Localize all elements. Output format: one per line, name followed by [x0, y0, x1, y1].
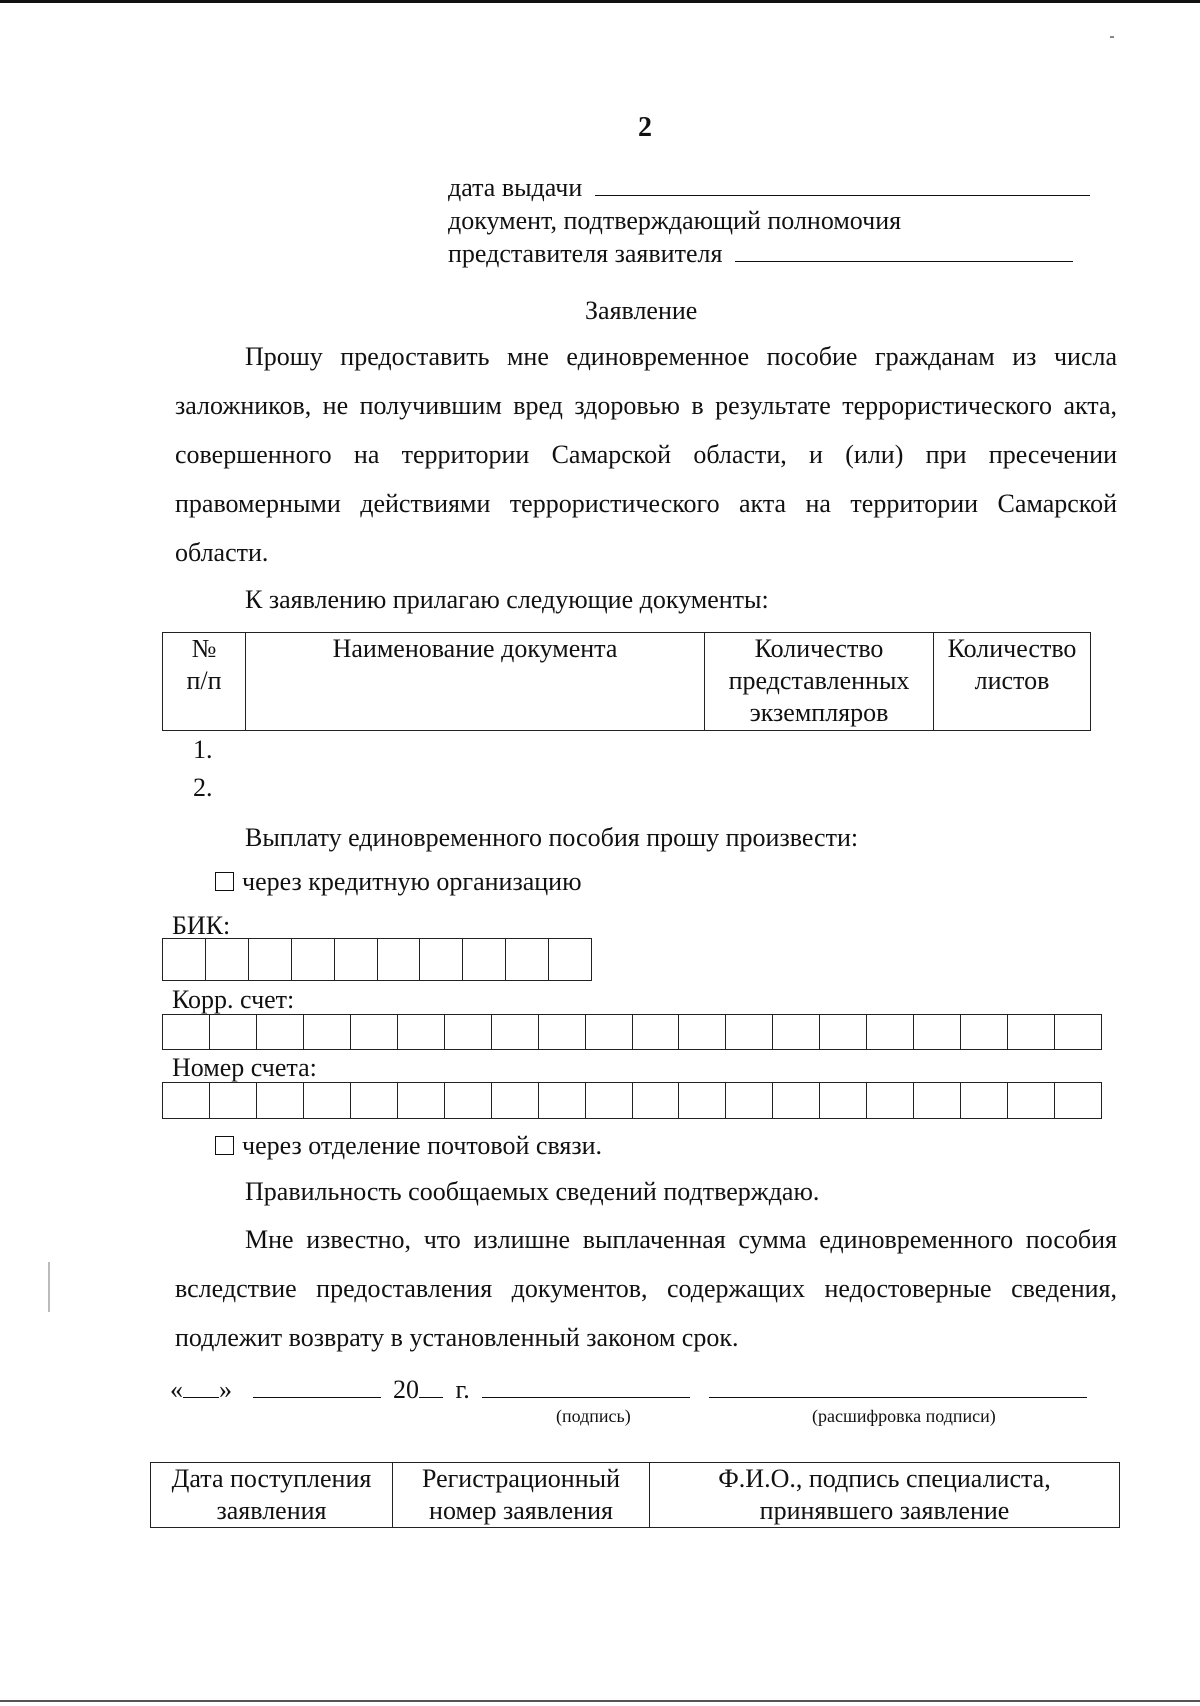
payment-intro: Выплату единовременного пособия прошу произвести: — [245, 823, 859, 852]
header-sheets: Количество листов — [934, 633, 1091, 731]
request-paragraph — [175, 332, 1117, 577]
documents-table — [162, 632, 1091, 731]
request-text: Прошу предоставить мне единовременное пособие гражданам из числа заложников, не получившим вред здоровью в результате террористического акта, совершенного на территории Самарской области, и (или) при пресечении правомерными действиями террористического акта на территории Самарской области. — [175, 342, 1117, 567]
header-number: № п/п — [163, 633, 246, 731]
header-document-name: Наименование документа — [246, 633, 705, 731]
reg-received-date: Дата поступления заявления — [151, 1463, 393, 1528]
issue-date-field — [448, 172, 1090, 204]
reg-number: Регистрационный номер заявления — [393, 1463, 650, 1528]
option-bank-label: через кредитную организацию — [242, 867, 582, 896]
scan-speck — [48, 1262, 50, 1312]
account-number-input[interactable] — [162, 1082, 1102, 1119]
attachments-intro: К заявлению прилагаю следующие документы: — [245, 585, 769, 614]
reg-specialist: Ф.И.О., подпись специалиста, принявшего заявление — [650, 1463, 1120, 1528]
bik-label: БИК: — [172, 911, 231, 940]
scan-speck — [1110, 36, 1114, 38]
signature-decoding-caption: (расшифровка подписи) — [812, 1406, 996, 1426]
signature-caption: (подпись) — [556, 1406, 631, 1426]
signature-decoding-line[interactable] — [709, 1377, 1087, 1398]
option-bank — [215, 866, 582, 898]
header-copies: Количество представленных экземпляров — [705, 633, 934, 731]
refund-paragraph — [175, 1215, 1117, 1365]
option-post — [215, 1130, 602, 1162]
authority-doc-line — [735, 241, 1073, 262]
row-number: 1. — [193, 735, 213, 764]
bank-checkbox[interactable] — [215, 872, 234, 891]
issue-date-line — [595, 175, 1090, 196]
authority-doc-field — [448, 238, 1073, 270]
authority-doc-label-line2: представителя заявителя — [448, 239, 723, 268]
refund-text: Мне известно, что излишне выплаченная сумма единовременного пособия вследствие предоставления документов, содержащих недостоверные сведения, подлежит возврату в установленный законом срок. — [175, 1225, 1117, 1352]
corr-account-input[interactable] — [162, 1014, 1102, 1050]
page-number: 2 — [638, 112, 652, 143]
signature-line[interactable] — [482, 1377, 690, 1398]
year-line[interactable] — [419, 1377, 443, 1398]
statement-title: Заявление — [585, 296, 698, 325]
day-line[interactable] — [183, 1377, 219, 1398]
signature-date-row: « » 20 г. — [170, 1374, 1087, 1406]
authority-doc-label-line1: документ, подтверждающий полномочия — [448, 206, 902, 235]
bik-input[interactable] — [162, 938, 592, 981]
page-top-edge — [0, 0, 1200, 3]
registration-table — [150, 1462, 1120, 1528]
option-post-label: через отделение почтовой связи. — [242, 1131, 603, 1160]
account-number-label: Номер счета: — [172, 1053, 317, 1082]
confirm-text: Правильность сообщаемых сведений подтверждаю. — [245, 1177, 820, 1206]
page-bottom-edge — [0, 1700, 1200, 1702]
corr-account-label: Корр. счет: — [172, 985, 295, 1014]
issue-date-label: дата выдачи — [448, 173, 583, 202]
post-checkbox[interactable] — [215, 1136, 234, 1155]
month-line[interactable] — [253, 1377, 381, 1398]
row-number: 2. — [193, 773, 213, 802]
